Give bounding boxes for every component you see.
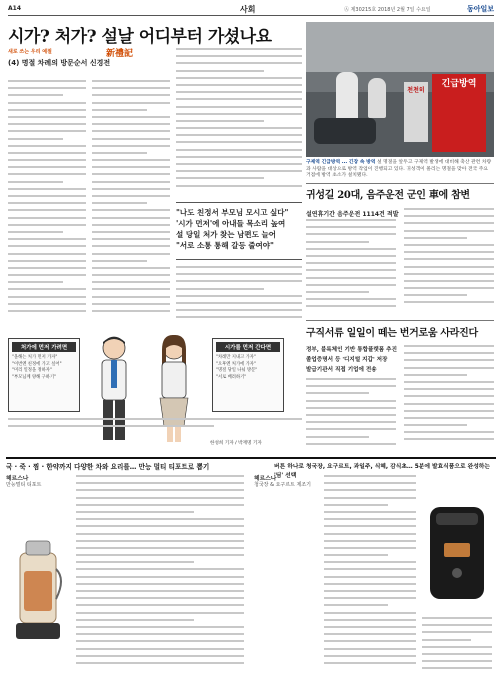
photo-caption-text: 설 명절을 앞두고 구제역 발생에 대비해 축산 관련 차량과 사람을 대상으로 방역 작업이 진행되고 있다. 귀성객이 몰리는 명절을 맞아 전국 주요 거점에 방역 초소가 설치됐다. xyxy=(306,160,492,178)
panel-left xyxy=(8,338,80,412)
ad-left-text xyxy=(76,475,244,681)
slow-sign: 천천히 xyxy=(404,82,428,142)
pull-quote-line-2: '시가 먼저'에 아내들 목소리 높여 xyxy=(176,219,286,228)
pull-quote xyxy=(176,202,302,260)
panel-right-line: "서로 배려하기" xyxy=(216,374,247,380)
story-3-subhead-1: 정부, 블록체인 기반 통합플랫폼 추진 xyxy=(306,347,397,353)
panel-right-line: "오후엔 처가에 가자" xyxy=(216,361,256,367)
lead-byline: 한성희 기자 / 박재명 기자 xyxy=(210,441,262,446)
panel-left-line: "이번엔 친정에 가고 싶어" xyxy=(12,361,62,367)
story-3-column-1 xyxy=(306,378,396,450)
panel-right xyxy=(212,338,284,412)
pull-quote-line-1: "나도 친정서 부모님 모시고 싶다" xyxy=(176,208,289,217)
lead-column-4 xyxy=(176,266,302,328)
ad-right-text-2 xyxy=(422,617,492,681)
worker-figure xyxy=(368,78,386,118)
panel-left-line: "부모님께 양해 구하기" xyxy=(12,374,57,380)
ad-left-product: 만능멀티 티포트 xyxy=(6,482,42,488)
newspaper-logo[interactable]: 동아일보 xyxy=(466,5,494,13)
panel-right-title: 시가를 먼저 간다면 xyxy=(216,342,280,352)
story-3-subhead-2: 졸업증명서 등 '디지털 지갑' 저장 xyxy=(306,357,388,363)
panel-right-line: "명절 당일 나눠 방문" xyxy=(216,368,258,373)
teapot-image xyxy=(8,513,68,663)
lead-column-1 xyxy=(8,80,86,330)
ad-left-brand: 헤르스나 xyxy=(6,476,29,482)
series-tag: 新禮記 xyxy=(106,49,134,59)
panel-left-title: 처가에 먼저 가려면 xyxy=(12,342,76,352)
photo-caption-lead: 구제역 긴급방역 ... 긴장 속 방역 xyxy=(306,160,376,165)
panel-right-line: "차례만 지내고 가자" xyxy=(216,355,256,360)
page-header xyxy=(8,4,494,16)
series-kicker: 새로 쓰는 우리 예절 xyxy=(8,49,52,55)
series-subtitle: (4) 명절 차례의 방문순서 신경전 xyxy=(8,59,111,67)
story-3-subhead-3: 발급기관서 직접 기업에 전송 xyxy=(306,367,377,373)
worker-figure xyxy=(336,72,358,120)
story-2-subhead: 설연휴기간 음주운전 1114건 적발 xyxy=(306,211,399,218)
panel-left-line: "올해는 처가 먼저 가자" xyxy=(12,355,58,360)
photo-caption xyxy=(306,160,494,180)
pull-quote-line-3: 설 당일 처가 찾는 남편도 늘어 xyxy=(176,230,276,239)
issue-date: Ⓐ 제30215호 2018년 2월 7일 수요일 xyxy=(344,7,431,13)
yogurt-maker-image xyxy=(422,501,492,611)
car-shape xyxy=(314,118,376,144)
story-2-headline[interactable]: 귀성길 20대, 음주운전 군인 車에 참변 xyxy=(306,190,470,201)
lead-column-2 xyxy=(92,80,170,330)
ad-right-product: 청국장 & 요구르트 제조기 xyxy=(254,482,311,488)
ad-left[interactable] xyxy=(6,473,246,683)
panel-left-line: "미리 일정을 정하자" xyxy=(12,368,52,373)
quarantine-photo[interactable] xyxy=(306,22,494,157)
ad-right[interactable] xyxy=(254,473,494,683)
lead-column-3 xyxy=(176,48,302,198)
ad-banner-right: 버튼 하나로 청국장, 요구르트, 과일주, 식혜, 감식초… 5분에 발효식품으로 완성하는 '딤' 선택 xyxy=(274,464,490,479)
story-2-column-1 xyxy=(306,219,396,319)
pull-quote-line-4: "서로 소통 통해 갈등 줄여야" xyxy=(176,241,274,250)
page-number: A14 xyxy=(8,5,21,12)
ad-right-text xyxy=(324,475,416,681)
story-3-headline[interactable]: 구직서류 일일이 떼는 번거로움 사라진다 xyxy=(306,328,478,339)
ad-right-brand: 헤르스나 xyxy=(254,476,277,482)
quarantine-sign: 긴급방역 xyxy=(432,74,486,152)
story-2-column-2 xyxy=(404,208,494,319)
story-3-column-2 xyxy=(404,345,494,450)
section-title: 사회 xyxy=(240,5,256,14)
ad-banner-left: 국 · 죽 · 찜 · 한약까지 다양한 차와 요리를… 만능 멀티 티포트로 뽑기 xyxy=(6,463,210,471)
lead-headline[interactable]: 시가? 처가? 설날 어디부터 가셨나요 xyxy=(8,27,272,47)
